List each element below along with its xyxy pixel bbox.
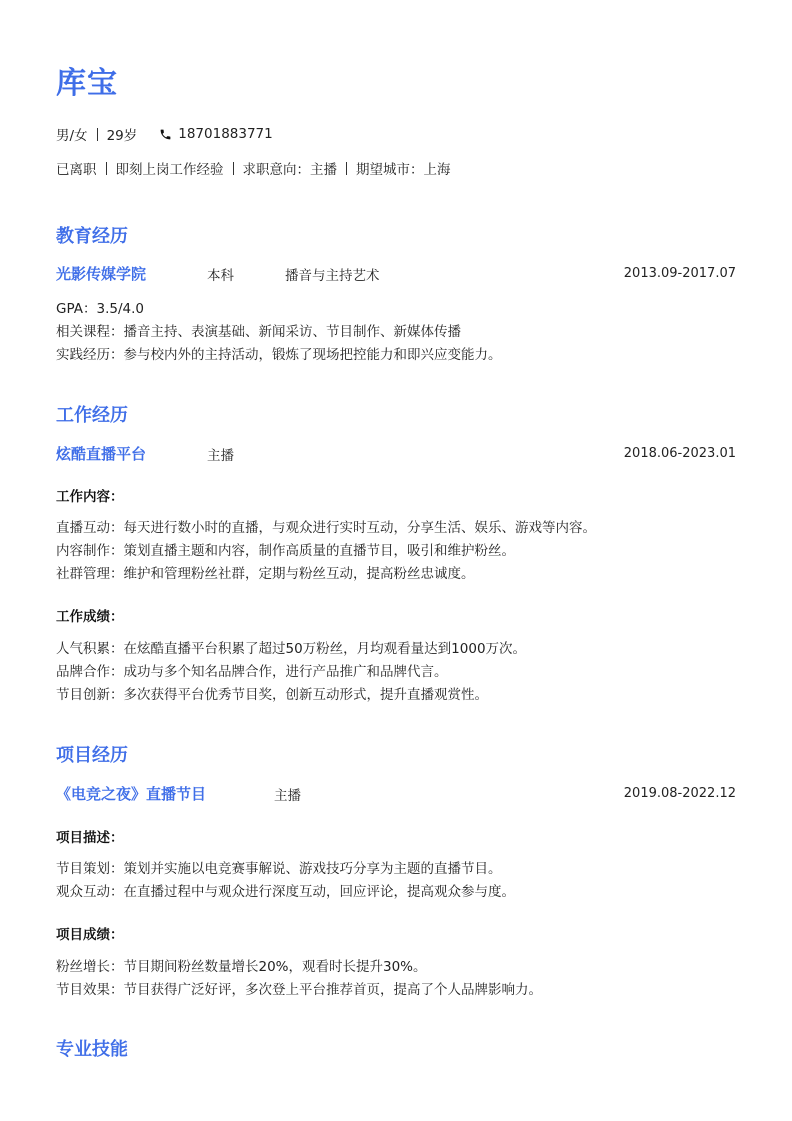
- phone-icon: [159, 128, 172, 141]
- education-details: [56, 298, 736, 367]
- work-results-title: 工作成绩：: [56, 609, 124, 625]
- skills-section-title: 专业技能: [56, 1039, 128, 1060]
- work-entry: [56, 443, 736, 464]
- project-result-item: 节目效果：节目获得广泛好评，多次登上平台推荐首页，提高了个人品牌影响力。: [56, 982, 542, 998]
- practice-line: 实践经历：参与校内外的主持活动，锻炼了现场把控能力和即兴应变能力。: [56, 347, 502, 363]
- age: 29岁: [106, 128, 138, 144]
- job-role: 主播: [207, 447, 234, 464]
- degree: 本科: [207, 267, 234, 284]
- divider: [233, 162, 234, 175]
- divider: [346, 162, 347, 175]
- work-result-item: 节目创新：多次获得平台优秀节目奖，创新互动形式，提升直播观赏性。: [56, 687, 488, 703]
- employment-status: 已离职: [56, 162, 97, 178]
- work-content-item: 内容制作：策划直播主题和内容，制作高质量的直播节目，吸引和维护粉丝。: [56, 543, 515, 559]
- project-role: 主播: [274, 787, 301, 804]
- gender: 男/女: [56, 128, 88, 144]
- job-info-line: [56, 158, 451, 178]
- work-date: 2018.06-2023.01: [623, 446, 736, 461]
- work-content-list: [56, 517, 736, 586]
- project-section-title: 项目经历: [56, 745, 128, 766]
- project-entry: [56, 783, 736, 804]
- work-result-item: 品牌合作：成功与多个知名品牌合作，进行产品推广和品牌代言。: [56, 664, 448, 680]
- candidate-name: 库宝: [56, 66, 118, 101]
- divider: [106, 162, 107, 175]
- school-name: 光影传媒学院: [56, 265, 147, 283]
- work-content-item: 社群管理：维护和管理粉丝社群，定期与粉丝互动，提高粉丝忠诚度。: [56, 566, 475, 582]
- project-result-item: 粉丝增长：节目期间粉丝数量增长20%，观看时长提升30%。: [56, 959, 427, 975]
- work-result-item: 人气积累：在炫酷直播平台积累了超过50万粉丝，月均观看量达到1000万次。: [56, 641, 527, 657]
- major: 播音与主持艺术: [285, 267, 380, 284]
- work-section-title: 工作经历: [56, 405, 128, 426]
- availability: 即刻上岗工作经验: [115, 162, 224, 178]
- education-entry: [56, 263, 736, 284]
- project-desc-list: [56, 858, 736, 904]
- courses-line: 相关课程：播音主持、表演基础、新闻采访、节目制作、新媒体传播: [56, 324, 461, 340]
- project-desc-item: 节目策划：策划并实施以电竞赛事解说、游戏技巧分享为主题的直播节目。: [56, 861, 502, 877]
- education-section-title: 教育经历: [56, 226, 128, 247]
- desired-city: 期望城市：上海: [356, 162, 451, 178]
- project-name: 《电竞之夜》直播节目: [56, 785, 207, 803]
- divider: [97, 128, 98, 141]
- work-results-list: [56, 638, 736, 707]
- phone-number: 18701883771: [178, 126, 273, 142]
- project-date: 2019.08-2022.12: [623, 786, 736, 801]
- education-date: 2013.09-2017.07: [623, 266, 736, 281]
- project-desc-title: 项目描述：: [56, 830, 124, 846]
- work-content-title: 工作内容：: [56, 489, 124, 505]
- gpa-line: GPA：3.5/4.0: [56, 301, 144, 317]
- project-results-title: 项目成绩：: [56, 927, 124, 943]
- project-results-list: [56, 956, 736, 1002]
- project-desc-item: 观众互动：在直播过程中与观众进行深度互动，回应评论，提高观众参与度。: [56, 884, 515, 900]
- job-intent: 求职意向：主播: [242, 162, 337, 178]
- work-content-item: 直播互动：每天进行数小时的直播，与观众进行实时互动，分享生活、娱乐、游戏等内容。: [56, 520, 596, 536]
- company-name: 炫酷直播平台: [56, 445, 147, 463]
- basic-info-line: [56, 124, 273, 144]
